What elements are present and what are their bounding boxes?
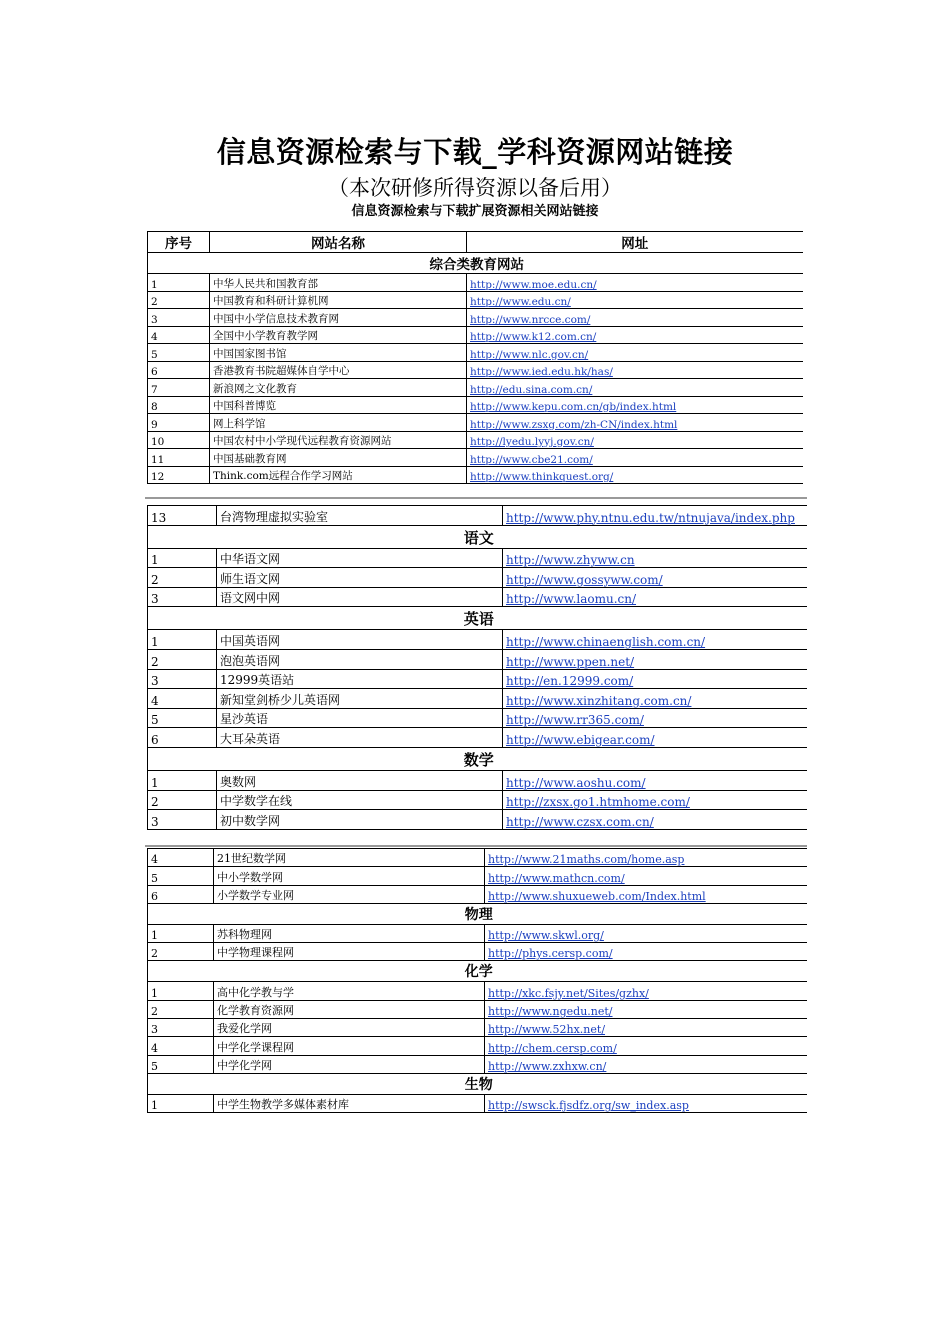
row-url-cell [485, 1055, 807, 1073]
row-serial: 3 [148, 1019, 214, 1037]
category-label: 综合类教育网站 [148, 253, 803, 274]
row-site-name: 全国中小学教育教学网 [210, 326, 467, 344]
row-url-cell [503, 810, 807, 830]
row-site-name: 中国基础教育网 [210, 449, 467, 467]
site-link[interactable]: http://www.52hx.net/ [488, 1023, 606, 1037]
table-caption: 信息资源检索与下载扩展资源相关网站链接 [351, 204, 599, 219]
site-link[interactable]: http://www.ebigear.com/ [506, 732, 655, 747]
row-url-cell [467, 291, 803, 309]
row-site-name: 泡泡英语网 [217, 649, 503, 669]
table-row [148, 326, 803, 344]
site-link[interactable]: http://en.12999.com/ [506, 674, 634, 689]
row-site-name: 初中数学网 [217, 810, 503, 830]
links-table-part-1 [147, 231, 803, 484]
site-link[interactable]: http://www.czsx.com.cn/ [506, 814, 654, 829]
site-link[interactable]: http://edu.sina.com.cn/ [470, 383, 593, 396]
table-row [148, 1037, 807, 1055]
row-serial: 10 [148, 431, 210, 449]
site-link[interactable]: http://www.moe.edu.cn/ [470, 278, 597, 291]
site-link[interactable]: http://chem.cersp.com/ [488, 1041, 617, 1055]
row-serial: 1 [148, 1094, 214, 1112]
row-serial: 3 [148, 669, 217, 689]
row-site-name: 大耳朵英语 [217, 728, 503, 748]
row-url-cell [503, 669, 807, 689]
row-serial: 2 [148, 790, 217, 810]
row-url-cell [485, 1019, 807, 1037]
category-label: 数学 [148, 747, 807, 770]
site-link[interactable]: http://www.nrcce.com/ [470, 313, 591, 326]
table-row [148, 649, 807, 669]
site-link[interactable]: http://www.21maths.com/home.asp [488, 853, 685, 867]
row-site-name: 新知堂剑桥少儿英语网 [217, 689, 503, 709]
row-url-cell [503, 630, 807, 650]
row-serial: 4 [148, 326, 210, 344]
row-site-name: Think.com远程合作学习网站 [210, 466, 467, 484]
row-serial: 1 [148, 548, 217, 568]
row-site-name: 中学化学网 [214, 1055, 485, 1073]
table-row [148, 790, 807, 810]
row-url-cell [467, 431, 803, 449]
site-link[interactable]: http://www.cbe21.com/ [470, 453, 593, 466]
category-label: 英语 [148, 607, 807, 630]
site-link[interactable]: http://www.skwl.org/ [488, 929, 604, 943]
site-link[interactable]: http://www.chinaenglish.com.cn/ [506, 634, 706, 649]
row-url-cell [467, 449, 803, 467]
site-link[interactable]: http://www.ppen.net/ [506, 654, 635, 669]
site-link[interactable]: http://www.kepu.com.cn/gb/index.html [470, 401, 677, 413]
row-serial: 6 [148, 885, 214, 903]
row-serial: 2 [148, 291, 210, 309]
table-row [148, 867, 807, 885]
row-site-name: 12999英语站 [217, 669, 503, 689]
table-row [148, 568, 807, 588]
row-site-name: 中国教育和科研计算机网 [210, 291, 467, 309]
row-serial: 2 [148, 568, 217, 588]
row-url-cell [503, 790, 807, 810]
table-row [148, 924, 807, 942]
table-row [148, 1019, 807, 1037]
row-url-cell [503, 770, 807, 790]
site-link[interactable]: http://www.shuxueweb.com/Index.html [488, 889, 706, 903]
site-link[interactable]: http://www.laomu.cn/ [506, 592, 637, 607]
category-row [148, 903, 807, 924]
table-row [148, 449, 803, 467]
row-url-cell [485, 924, 807, 942]
row-site-name: 我爱化学网 [214, 1019, 485, 1037]
table-row [148, 982, 807, 1000]
table-row [148, 466, 803, 484]
category-label: 化学 [148, 961, 807, 982]
row-url-cell [503, 587, 807, 607]
table-row [148, 708, 807, 728]
table-row [148, 274, 803, 292]
row-url-cell [485, 1037, 807, 1055]
site-link[interactable]: http://www.ngedu.net/ [488, 1005, 613, 1019]
row-url-cell [503, 568, 807, 588]
row-site-name: 中国英语网 [217, 630, 503, 650]
row-site-name: 语文网中网 [217, 587, 503, 607]
table-row [148, 396, 803, 414]
table-row [148, 689, 807, 709]
row-site-name: 中学数学在线 [217, 790, 503, 810]
row-serial: 5 [148, 1055, 214, 1073]
header-url: 网址 [467, 232, 803, 253]
row-serial: 3 [148, 309, 210, 327]
site-link[interactable]: http://phys.cersp.com/ [488, 947, 613, 961]
table-row [148, 344, 803, 362]
site-link[interactable]: http://swsck.fjsdfz.org/sw_index.asp [488, 1099, 689, 1113]
row-serial: 12 [148, 466, 210, 484]
row-serial: 5 [148, 708, 217, 728]
category-row [148, 1073, 807, 1094]
row-serial: 9 [148, 414, 210, 432]
row-url-cell [467, 466, 803, 484]
row-site-name: 小学数学专业网 [214, 885, 485, 903]
row-serial: 5 [148, 344, 210, 362]
row-site-name: 中华人民共和国教育部 [210, 274, 467, 292]
site-link[interactable]: http://www.rr365.com/ [506, 713, 644, 728]
table-row [148, 548, 807, 568]
category-row [148, 253, 803, 274]
page-break-line-2 [145, 845, 807, 847]
site-link[interactable]: http://www.ied.edu.hk/has/ [470, 366, 613, 378]
row-site-name: 香港教育书院超媒体自学中心 [210, 361, 467, 379]
row-site-name: 中国科普博览 [210, 396, 467, 414]
row-url-cell [467, 396, 803, 414]
table-header-row [148, 232, 803, 253]
page-title: 信息资源检索与下载_学科资源网站链接 [216, 135, 734, 169]
category-row [148, 525, 807, 548]
site-link[interactable]: http://www.xinzhitang.com.cn/ [506, 693, 692, 708]
row-site-name: 中国中小学信息技术教育网 [210, 309, 467, 327]
row-url-cell [467, 274, 803, 292]
site-link[interactable]: http://www.aoshu.com/ [506, 775, 646, 790]
table-row [148, 943, 807, 961]
table-row [148, 506, 807, 526]
row-url-cell [467, 361, 803, 379]
row-serial: 4 [148, 689, 217, 709]
category-label: 物理 [148, 903, 807, 924]
row-serial: 8 [148, 396, 210, 414]
row-site-name: 中学生物教学多媒体素材库 [214, 1094, 485, 1112]
row-serial: 6 [148, 361, 210, 379]
category-row [148, 961, 807, 982]
row-site-name: 高中化学教与学 [214, 982, 485, 1000]
row-url-cell [503, 548, 807, 568]
site-link[interactable]: http://www.zhyww.cn [506, 553, 635, 568]
row-site-name: 网上科学馆 [210, 414, 467, 432]
table-row [148, 1094, 807, 1112]
row-serial: 1 [148, 924, 214, 942]
category-label: 生物 [148, 1073, 807, 1094]
table-row [148, 379, 803, 397]
row-site-name: 21世纪数学网 [214, 849, 485, 867]
row-serial: 1 [148, 630, 217, 650]
table-row [148, 669, 807, 689]
row-serial: 7 [148, 379, 210, 397]
table-row [148, 587, 807, 607]
table-row [148, 810, 807, 830]
row-site-name: 新浪网之文化教育 [210, 379, 467, 397]
row-site-name: 奥数网 [217, 770, 503, 790]
row-site-name: 台湾物理虚拟实验室 [217, 506, 503, 526]
row-serial: 1 [148, 982, 214, 1000]
row-url-cell [503, 649, 807, 669]
site-link[interactable]: http://www.k12.com.cn/ [470, 331, 597, 343]
table-row [148, 291, 803, 309]
row-url-cell [503, 708, 807, 728]
site-link[interactable]: http://lyedu.lyyj.gov.cn/ [470, 436, 594, 448]
row-site-name: 中学物理课程网 [214, 943, 485, 961]
site-link[interactable]: http://www.nlc.gov.cn/ [470, 348, 589, 361]
site-link[interactable]: http://xkc.fsjy.net/Sites/gzhx/ [488, 986, 649, 1000]
row-site-name: 化学教育资源网 [214, 1000, 485, 1018]
row-serial: 3 [148, 810, 217, 830]
row-serial: 5 [148, 867, 214, 885]
row-url-cell [467, 326, 803, 344]
row-url-cell [485, 1000, 807, 1018]
row-url-cell [485, 885, 807, 903]
row-site-name: 中国国家图书馆 [210, 344, 467, 362]
row-site-name: 苏科物理网 [214, 924, 485, 942]
row-url-cell [467, 344, 803, 362]
site-link[interactable]: http://www.edu.cn/ [470, 296, 571, 308]
table-row [148, 630, 807, 650]
row-serial: 11 [148, 449, 210, 467]
row-site-name: 中华语文网 [217, 548, 503, 568]
site-link[interactable]: http://www.mathcn.com/ [488, 871, 625, 885]
row-serial: 6 [148, 728, 217, 748]
row-site-name: 星沙英语 [217, 708, 503, 728]
row-serial: 13 [148, 506, 217, 526]
row-url-cell [467, 414, 803, 432]
site-link[interactable]: http://www.gossyww.com/ [506, 572, 663, 587]
row-site-name: 中国农村中小学现代远程教育资源网站 [210, 431, 467, 449]
header-site-name: 网站名称 [210, 232, 467, 253]
row-url-cell [485, 867, 807, 885]
row-serial: 2 [148, 649, 217, 669]
row-url-cell [485, 849, 807, 867]
row-serial: 2 [148, 943, 214, 961]
site-link[interactable]: http://zxsx.go1.htmhome.com/ [506, 795, 690, 810]
row-site-name: 中小学数学网 [214, 867, 485, 885]
page-break-line-1 [145, 497, 807, 499]
row-url-cell [467, 309, 803, 327]
category-label: 语文 [148, 525, 807, 548]
row-url-cell [485, 943, 807, 961]
links-table-part-3 [147, 848, 807, 1113]
row-serial: 1 [148, 770, 217, 790]
category-row [148, 747, 807, 770]
row-serial: 2 [148, 1000, 214, 1018]
row-serial: 4 [148, 849, 214, 867]
table-row [148, 770, 807, 790]
site-link[interactable]: http://www.zsxg.com/zh-CN/index.html [470, 418, 678, 431]
table-row [148, 1055, 807, 1073]
table-row [148, 849, 807, 867]
row-site-name: 师生语文网 [217, 568, 503, 588]
site-link[interactable]: http://www.phy.ntnu.edu.tw/ntnujava/index.php [506, 510, 795, 525]
table-row [148, 1000, 807, 1018]
row-serial: 3 [148, 587, 217, 607]
header-serial: 序号 [148, 232, 210, 253]
table-row [148, 309, 803, 327]
row-url-cell [485, 982, 807, 1000]
row-url-cell [485, 1094, 807, 1112]
row-site-name: 中学化学课程网 [214, 1037, 485, 1055]
row-url-cell [503, 728, 807, 748]
category-row [148, 607, 807, 630]
table-row [148, 361, 803, 379]
table-row [148, 885, 807, 903]
row-serial: 1 [148, 274, 210, 292]
page-subtitle: （本次研修所得资源以备后用） [328, 176, 622, 200]
table-row [148, 414, 803, 432]
site-link[interactable]: http://www.thinkquest.org/ [470, 471, 614, 483]
table-row [148, 728, 807, 748]
links-table-part-2 [147, 505, 807, 830]
site-link[interactable]: http://www.zxhxw.cn/ [488, 1059, 607, 1073]
row-serial: 4 [148, 1037, 214, 1055]
row-url-cell [503, 689, 807, 709]
table-row [148, 431, 803, 449]
row-url-cell [467, 379, 803, 397]
row-url-cell [503, 506, 807, 526]
